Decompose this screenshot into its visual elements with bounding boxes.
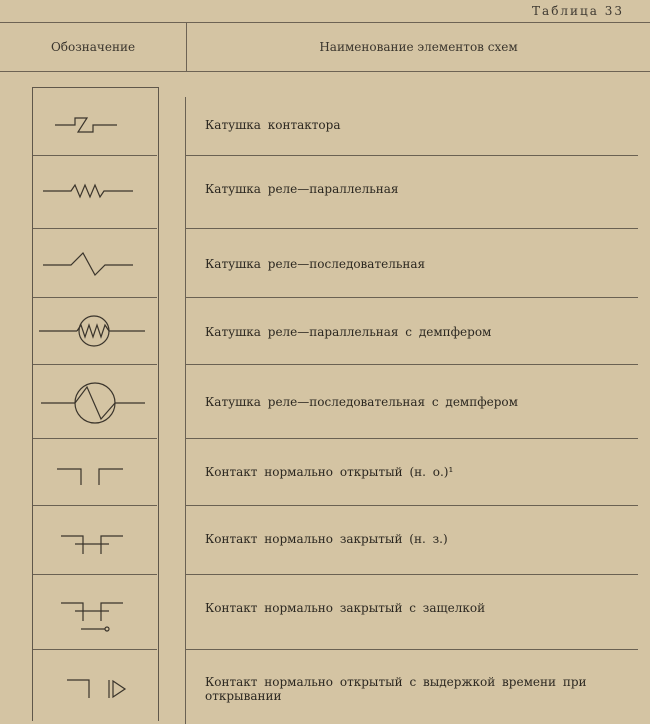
relay-coil-parallel-damper-icon [33,298,157,364]
contactor-coil-icon [33,88,157,154]
row-name: Контакт нормально открытый (н. о.)¹ [205,465,454,479]
row-separator [186,228,638,229]
header-name: Наименование элементов схем [319,40,518,54]
row-name: Катушка реле—параллельная [205,182,399,196]
row-name: Контакт нормально закрытый с защелкой [205,601,486,615]
contact-normally-open-delay-icon [33,650,157,724]
row-name: Катушка реле—последовательная с демпфером [205,395,518,409]
table-header [0,22,650,72]
row-name: Катушка реле—последовательная [205,257,426,271]
contact-normally-closed-latch-icon [33,575,157,649]
relay-coil-series-damper-icon [33,365,157,439]
row-separator [186,364,638,365]
relay-coil-parallel-icon [33,156,157,228]
row-name: Катушка реле—параллельная с демпфером [205,325,492,339]
relay-coil-series-icon [33,229,157,297]
row-name: Контакт нормально закрытый (н. з.) [205,532,448,546]
row-separator [186,297,638,298]
row-separator [186,649,638,650]
header-designation: Обозначение [50,40,136,54]
row-separator [186,438,638,439]
row-separator [186,574,638,575]
row-separator [186,155,638,156]
row-name: Контакт нормально открытый с выдержкой времени при открывании [205,675,587,703]
contact-normally-open-icon [33,439,157,505]
row-name: Катушка контактора [205,118,341,132]
table-number: Таблица 33 [532,4,624,18]
contact-normally-closed-icon [33,506,157,574]
row-separator [186,505,638,506]
column-divider [185,97,186,724]
